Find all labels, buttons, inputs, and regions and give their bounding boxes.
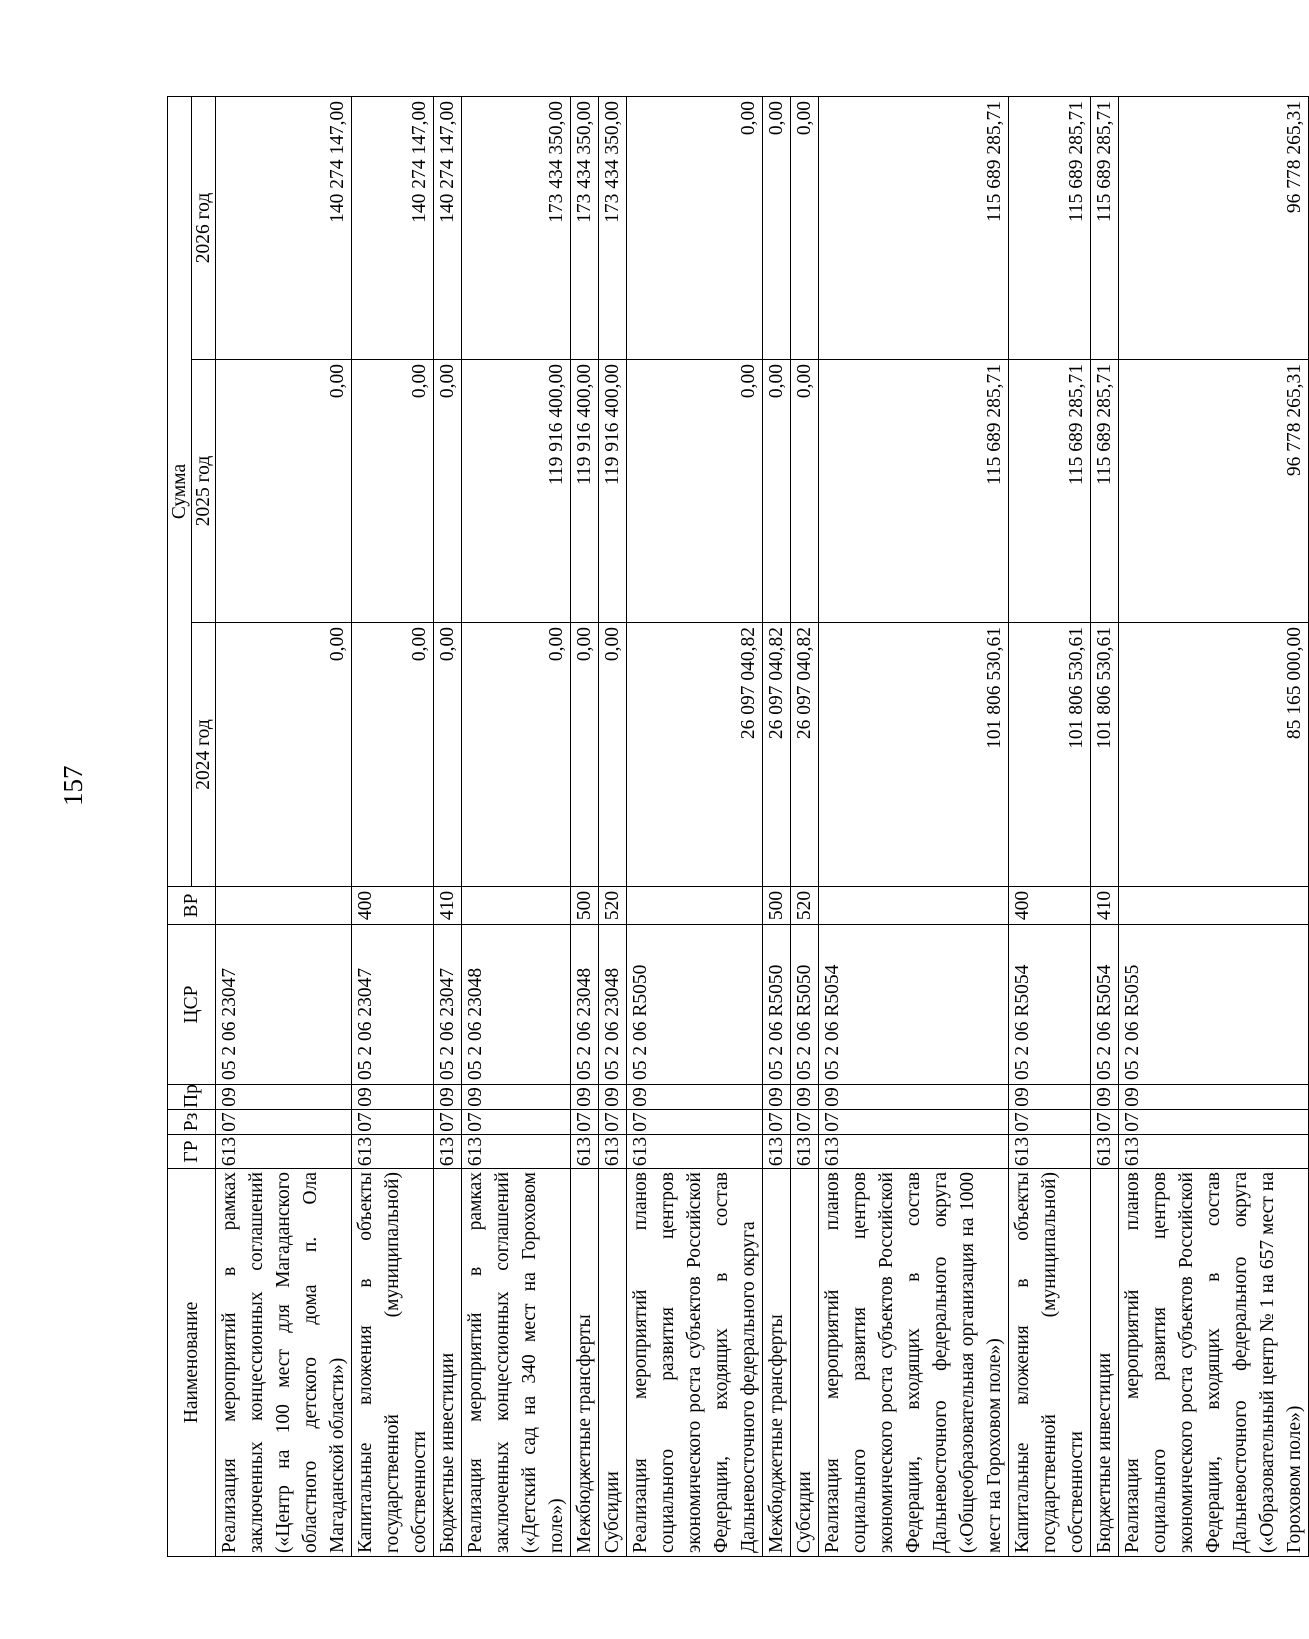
cell-y2025: 0,00 (763, 360, 791, 623)
cell-name: Бюджетные инвестиции (434, 1169, 462, 1557)
cell-vr (216, 887, 352, 925)
cell-gr: 613 (627, 1135, 763, 1169)
cell-rz: 07 (1009, 1110, 1091, 1135)
cell-y2026: 115 689 285,71 (819, 96, 1009, 359)
cell-y2026: 173 434 350,00 (462, 96, 571, 359)
cell-y2026: 96 778 265,31 (1119, 96, 1309, 359)
cell-y2026: 115 689 285,71 (1091, 96, 1119, 359)
cell-vr (462, 887, 571, 925)
cell-gr: 613 (791, 1135, 819, 1169)
cell-pr: 09 (791, 1085, 819, 1110)
table-body (216, 96, 1309, 1556)
cell-pr: 09 (352, 1085, 434, 1110)
cell-csr: 05 2 06 R5054 (1009, 925, 1091, 1085)
cell-csr: 05 2 06 R5050 (763, 925, 791, 1085)
header-2024: 2024 год (192, 623, 216, 887)
header-vr: ВР (168, 887, 216, 925)
cell-gr: 613 (819, 1135, 1009, 1169)
cell-rz: 07 (627, 1110, 763, 1135)
cell-y2025: 119 916 400,00 (571, 360, 599, 623)
budget-table (167, 96, 1309, 1557)
cell-gr: 613 (462, 1135, 571, 1169)
cell-y2024: 0,00 (352, 623, 434, 887)
cell-y2026: 140 274 147,00 (216, 96, 352, 359)
cell-vr (627, 887, 763, 925)
cell-rz: 07 (763, 1110, 791, 1135)
cell-y2024: 85 165 000,00 (1119, 623, 1309, 887)
cell-pr: 09 (763, 1085, 791, 1110)
table-row (599, 96, 627, 1556)
table-row (352, 96, 434, 1556)
cell-gr: 613 (434, 1135, 462, 1169)
cell-y2024: 0,00 (434, 623, 462, 887)
cell-y2024: 101 806 530,61 (1091, 623, 1119, 887)
cell-rz: 07 (791, 1110, 819, 1135)
table-row (819, 96, 1009, 1556)
cell-pr: 09 (627, 1085, 763, 1110)
cell-rz: 07 (571, 1110, 599, 1135)
header-rz: Рз (168, 1110, 216, 1135)
cell-rz: 07 (462, 1110, 571, 1135)
cell-gr: 613 (352, 1135, 434, 1169)
cell-csr: 05 2 06 23047 (216, 925, 352, 1085)
table-row (434, 96, 462, 1556)
header-gr: ГР (168, 1135, 216, 1169)
table-row (571, 96, 599, 1556)
table-row (791, 96, 819, 1556)
cell-y2025: 0,00 (216, 360, 352, 623)
cell-csr: 05 2 06 R5054 (1091, 925, 1119, 1085)
cell-name: Реализация мероприятий в рамках заключенных концессионных соглашений («Центр на 100 мест для Магаданского областного детского дома п. Ола Магаданской области») (216, 1169, 352, 1557)
table-row (462, 96, 571, 1556)
cell-y2024: 101 806 530,61 (819, 623, 1009, 887)
cell-vr: 410 (1091, 887, 1119, 925)
table-row (1119, 96, 1309, 1556)
cell-pr: 09 (216, 1085, 352, 1110)
table-row (627, 96, 763, 1556)
cell-csr: 05 2 06 R5054 (819, 925, 1009, 1085)
page-number: 157 (58, 765, 88, 806)
cell-csr: 05 2 06 23047 (434, 925, 462, 1085)
cell-y2024: 0,00 (599, 623, 627, 887)
cell-name: Капитальные вложения в объекты государственной (муниципальной) собственности (1009, 1169, 1091, 1557)
table-row (216, 96, 352, 1556)
cell-y2025: 96 778 265,31 (1119, 360, 1309, 623)
header-name: Наименование (168, 1169, 216, 1557)
cell-pr: 09 (599, 1085, 627, 1110)
cell-csr: 05 2 06 23047 (352, 925, 434, 1085)
cell-y2026: 0,00 (791, 96, 819, 359)
cell-y2024: 101 806 530,61 (1009, 623, 1091, 887)
table-row (1009, 96, 1091, 1556)
cell-rz: 07 (216, 1110, 352, 1135)
cell-pr: 09 (1119, 1085, 1309, 1110)
header-sum: Сумма (168, 96, 192, 886)
header-row-top (168, 96, 192, 1556)
rotated-table-container (167, 97, 1305, 1557)
cell-y2024: 0,00 (462, 623, 571, 887)
header-csr: ЦСР (168, 925, 216, 1085)
cell-gr: 613 (1009, 1135, 1091, 1169)
cell-vr: 520 (599, 887, 627, 925)
cell-csr: 05 2 06 23048 (462, 925, 571, 1085)
cell-rz: 07 (1091, 1110, 1119, 1135)
cell-csr: 05 2 06 R5050 (627, 925, 763, 1085)
cell-name: Реализация мероприятий планов социального развития центров экономического роста субъектов Российской Федерации, входящих в состав Дальневосточного федерального округа («Общеобразовательная организация на 1000 мест на Гороховом поле») (819, 1169, 1009, 1557)
cell-y2026: 140 274 147,00 (352, 96, 434, 359)
cell-vr (1119, 887, 1309, 925)
cell-y2026: 0,00 (763, 96, 791, 359)
cell-y2025: 119 916 400,00 (599, 360, 627, 623)
cell-y2026: 115 689 285,71 (1009, 96, 1091, 359)
cell-csr: 05 2 06 R5055 (1119, 925, 1309, 1085)
cell-vr: 500 (763, 887, 791, 925)
cell-y2025: 115 689 285,71 (819, 360, 1009, 623)
header-2026: 2026 год (192, 96, 216, 359)
cell-y2026: 140 274 147,00 (434, 96, 462, 359)
cell-y2024: 26 097 040,82 (763, 623, 791, 887)
table-row (1091, 96, 1119, 1556)
cell-name: Межбюджетные трансферты (571, 1169, 599, 1557)
cell-rz: 07 (1119, 1110, 1309, 1135)
cell-name: Бюджетные инвестиции (1091, 1169, 1119, 1557)
cell-pr: 09 (819, 1085, 1009, 1110)
cell-csr: 05 2 06 R5050 (791, 925, 819, 1085)
cell-y2026: 173 434 350,00 (571, 96, 599, 359)
cell-gr: 613 (571, 1135, 599, 1169)
cell-name: Реализация мероприятий в рамках заключенных концессионных соглашений («Детский сад на 340 мест на Гороховом поле») (462, 1169, 571, 1557)
cell-pr: 09 (462, 1085, 571, 1110)
cell-y2025: 0,00 (352, 360, 434, 623)
cell-y2025: 0,00 (627, 360, 763, 623)
cell-vr: 400 (1009, 887, 1091, 925)
cell-name: Реализация мероприятий планов социального развития центров экономического роста субъектов Российской Федерации, входящих в состав Дальневосточного федерального округа (627, 1169, 763, 1557)
cell-y2026: 173 434 350,00 (599, 96, 627, 359)
cell-rz: 07 (819, 1110, 1009, 1135)
cell-rz: 07 (352, 1110, 434, 1135)
cell-name: Субсидии (791, 1169, 819, 1557)
cell-y2025: 0,00 (791, 360, 819, 623)
cell-rz: 07 (599, 1110, 627, 1135)
cell-vr: 400 (352, 887, 434, 925)
cell-y2024: 0,00 (216, 623, 352, 887)
cell-pr: 09 (434, 1085, 462, 1110)
cell-vr: 520 (791, 887, 819, 925)
cell-y2024: 26 097 040,82 (791, 623, 819, 887)
cell-vr: 410 (434, 887, 462, 925)
cell-gr: 613 (599, 1135, 627, 1169)
cell-y2025: 119 916 400,00 (462, 360, 571, 623)
cell-y2026: 0,00 (627, 96, 763, 359)
cell-y2025: 115 689 285,71 (1091, 360, 1119, 623)
cell-name: Межбюджетные трансферты (763, 1169, 791, 1557)
cell-rz: 07 (434, 1110, 462, 1135)
cell-gr: 613 (1091, 1135, 1119, 1169)
cell-gr: 613 (763, 1135, 791, 1169)
cell-pr: 09 (1091, 1085, 1119, 1110)
cell-name: Субсидии (599, 1169, 627, 1557)
cell-y2024: 26 097 040,82 (627, 623, 763, 887)
cell-vr: 500 (571, 887, 599, 925)
cell-name: Реализация мероприятий планов социального развития центров экономического роста субъектов Российской Федерации, входящих в состав Дальневосточного федерального округа («Образовательный центр № 1 на 657 мест на Гороховом поле») (1119, 1169, 1309, 1557)
cell-csr: 05 2 06 23048 (599, 925, 627, 1085)
cell-csr: 05 2 06 23048 (571, 925, 599, 1085)
header-2025: 2025 год (192, 360, 216, 623)
cell-pr: 09 (1009, 1085, 1091, 1110)
header-pr: Пр (168, 1085, 216, 1110)
cell-vr (819, 887, 1009, 925)
cell-name: Капитальные вложения в объекты государственной (муниципальной) собственности (352, 1169, 434, 1557)
cell-y2025: 115 689 285,71 (1009, 360, 1091, 623)
cell-pr: 09 (571, 1085, 599, 1110)
cell-y2025: 0,00 (434, 360, 462, 623)
table-row (763, 96, 791, 1556)
cell-gr: 613 (216, 1135, 352, 1169)
cell-y2024: 0,00 (571, 623, 599, 887)
cell-gr: 613 (1119, 1135, 1309, 1169)
